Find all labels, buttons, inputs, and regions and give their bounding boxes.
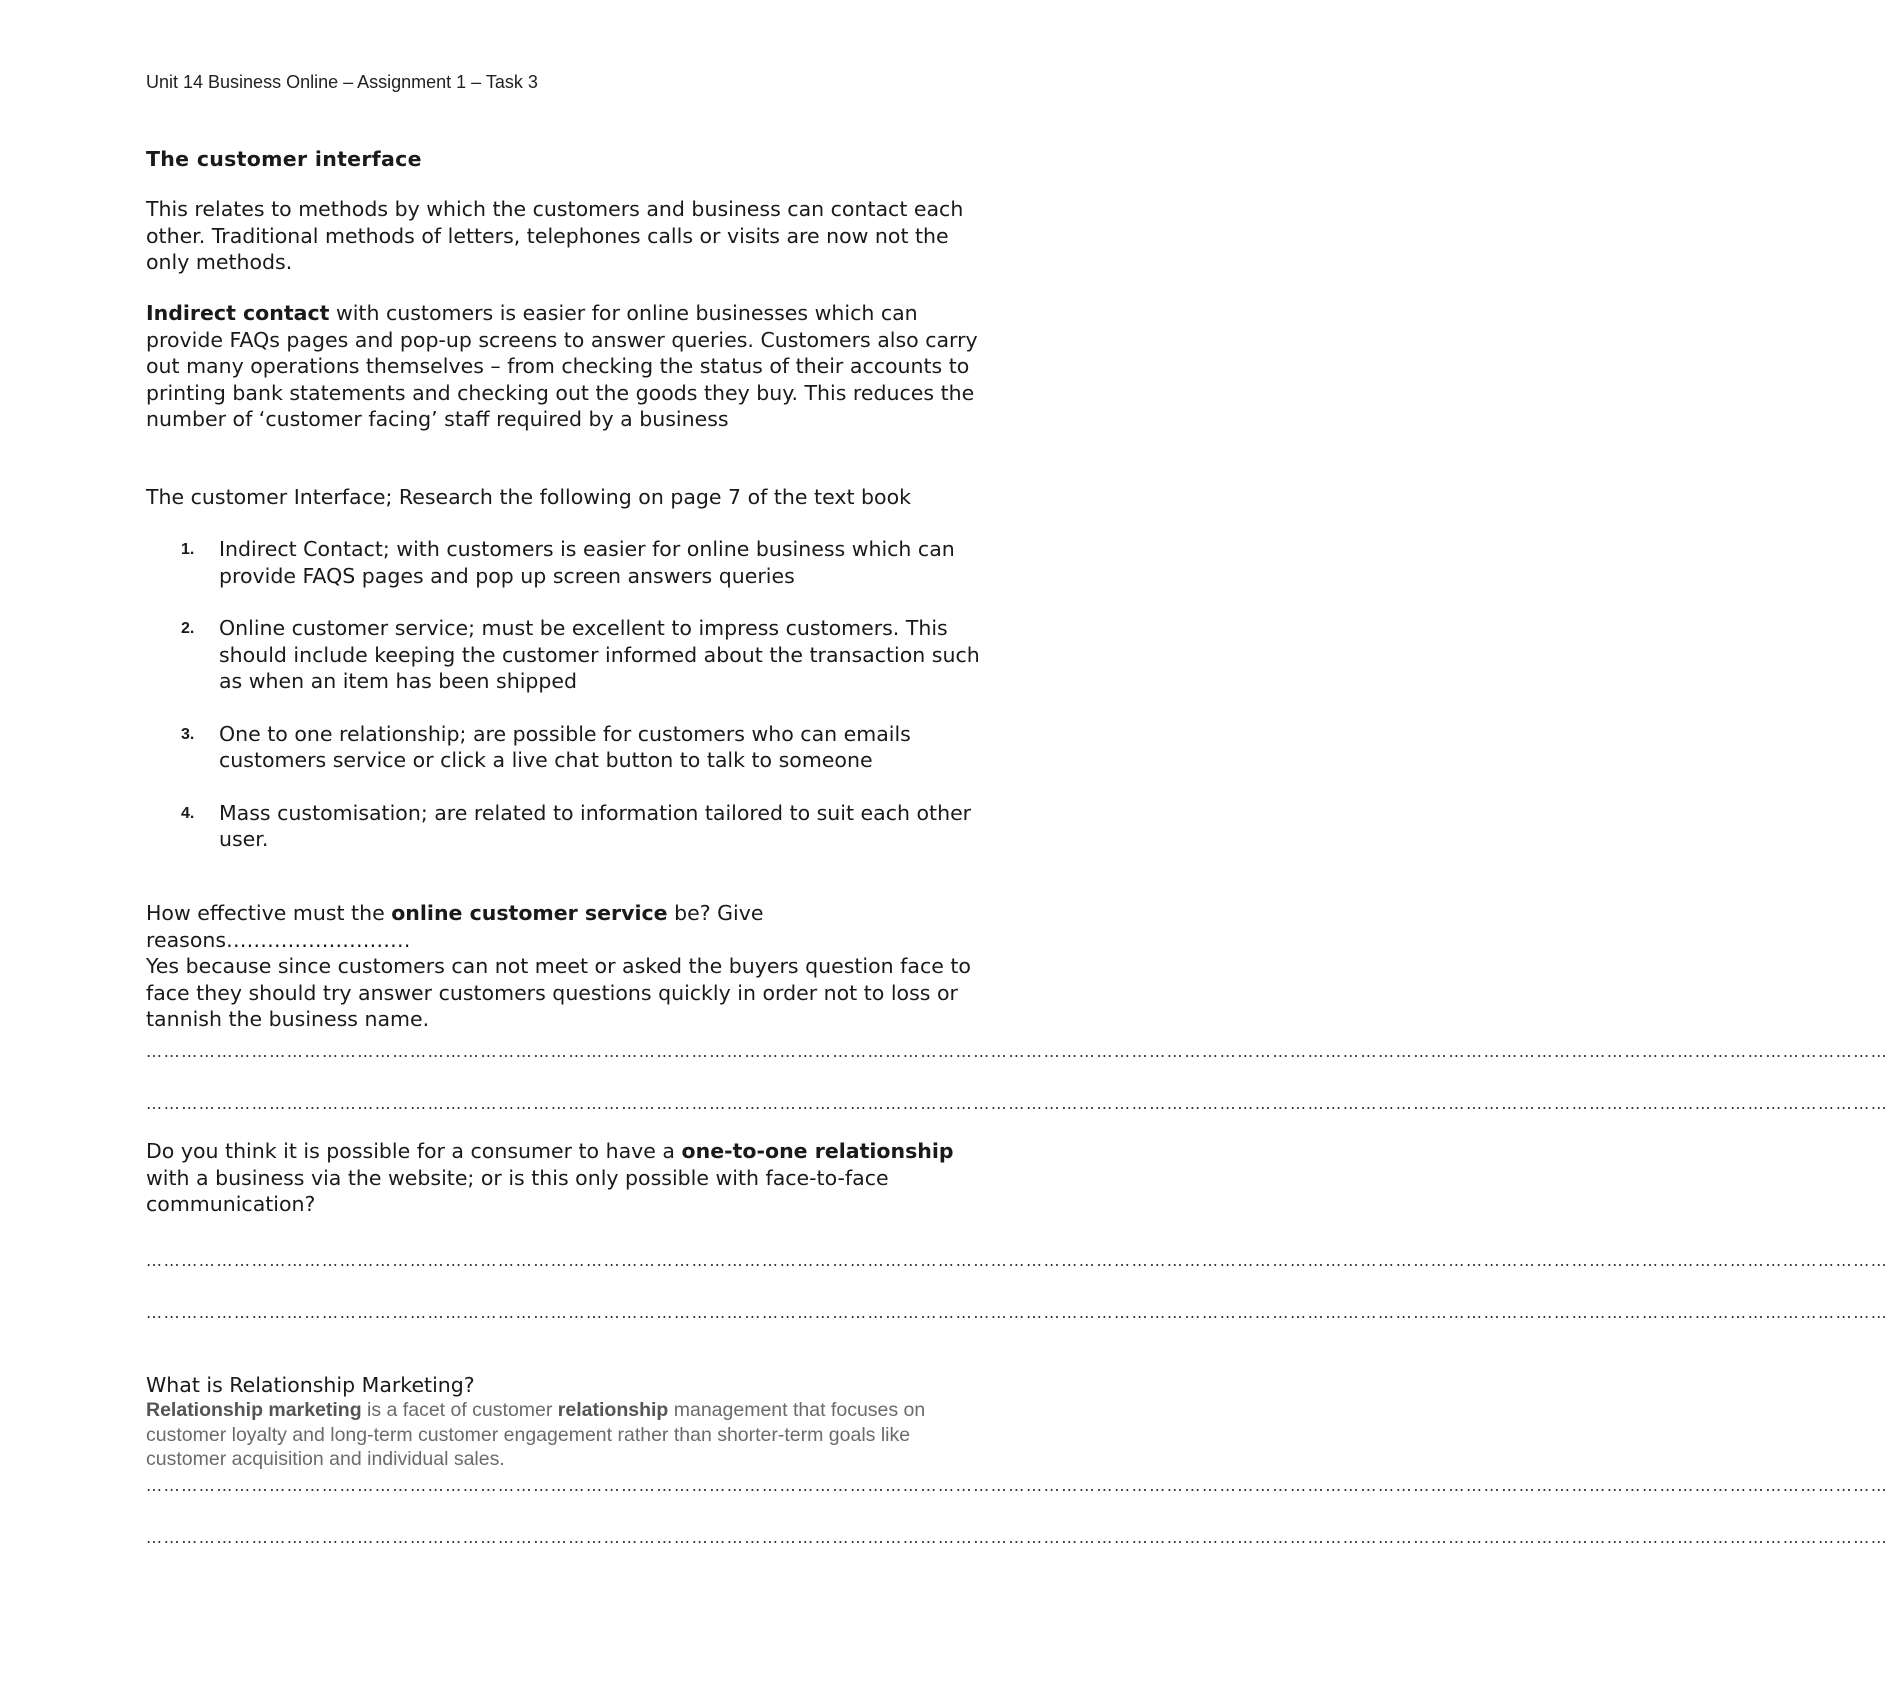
question-text: Do you think it is possible for a consumer to have a	[146, 1139, 682, 1163]
question-line: reasons………………………	[146, 927, 411, 952]
list-item-line: as when an item has been shipped	[219, 669, 578, 693]
list-item-line: One to one relationship; are possible for customers who can emails	[219, 721, 911, 746]
indirect-line: out many operations themselves – from checking the status of their accounts to	[146, 354, 970, 378]
indirect-line: provide FAQs pages and pop-up screens to answer queries. Customers also carry	[146, 327, 978, 352]
intro-line: only methods.	[146, 250, 293, 274]
answer-dotted-line[interactable]: ………………………………………………………………………………………………………………………………………………………………………………………………………………………………………………………………………	[146, 1094, 1888, 1113]
indirect-line: number of ‘customer facing’ staff required by a business	[146, 407, 729, 431]
question-bold-term: one-to-one relationship	[681, 1139, 954, 1163]
list-number: 2.	[181, 620, 195, 637]
list-number: 4.	[181, 804, 195, 822]
answer-dotted-line[interactable]: ………………………………………………………………………………………………………………………………………………………………………………………………………………………………………………………………………	[146, 1303, 1888, 1322]
question-relationship-marketing: What is Relationship Marketing?	[146, 1373, 475, 1397]
research-list	[146, 536, 1076, 853]
list-item-line: Online customer service; must be excellent to impress customers. This	[219, 616, 948, 640]
answer-line: Yes because since customers can not meet or asked the buyers question face to	[146, 954, 971, 978]
section-title: The customer interface	[146, 147, 422, 171]
answer-dotted-line[interactable]: ………………………………………………………………………………………………………………………………………………………………………………………………………………………………………………………………………	[146, 1042, 1888, 1061]
answer-line: customer loyalty and long-term customer engagement rather than shorter-term goals like	[146, 1423, 911, 1446]
answer-dotted-line[interactable]: ………………………………………………………………………………………………………………………………………………………………………………………………………………………………………………………………………	[146, 1528, 1888, 1547]
question-bold-term: online customer service	[391, 901, 668, 925]
list-item	[146, 615, 1076, 695]
indirect-line: printing bank statements and checking out the goods they buy. This reduces the	[146, 380, 975, 405]
intro-paragraph	[146, 196, 1076, 276]
research-prompt: The customer Interface; Research the following on page 7 of the text book	[146, 485, 911, 509]
question-line: communication?	[146, 1192, 316, 1216]
answer-dotted-line[interactable]: ………………………………………………………………………………………………………………………………………………………………………………………………………………………………………………………………………	[146, 1251, 1888, 1270]
relationship-marketing-answer	[146, 1398, 1076, 1472]
indirect-first-line	[146, 300, 1076, 327]
question-text: be? Give	[667, 901, 764, 925]
answer-bold-term: relationship	[557, 1399, 669, 1421]
list-item-line: user.	[219, 827, 269, 851]
page-header: Unit 14 Business Online – Assignment 1 – Task 3	[146, 72, 538, 92]
indirect-contact-paragraph	[146, 300, 1076, 433]
question-one-to-one	[146, 1138, 1076, 1218]
answer-text: is a facet of customer	[361, 1399, 558, 1421]
answer-line: tannish the business name.	[146, 1007, 430, 1031]
answer-line: face they should try answer customers questions quickly in order not to loss or	[146, 980, 958, 1005]
list-number: 3.	[181, 725, 195, 743]
question-line: with a business via the website; or is this only possible with face-to-face	[146, 1165, 889, 1190]
indirect-line-rest: with customers is easier for online businesses which can	[329, 301, 918, 325]
answer-text: management that focuses on	[668, 1399, 926, 1421]
answer-dotted-line[interactable]: ………………………………………………………………………………………………………………………………………………………………………………………………………………………………………………………………………	[146, 1476, 1888, 1495]
list-number: 1.	[181, 541, 195, 558]
question-online-service	[146, 900, 1076, 1033]
list-item	[146, 536, 1076, 589]
list-item-line: Mass customisation; are related to information tailored to suit each other	[219, 800, 972, 825]
list-item	[146, 721, 1076, 774]
intro-line: other. Traditional methods of letters, telephones calls or visits are now not the	[146, 223, 949, 248]
answer-bold-term: Relationship marketing	[146, 1399, 362, 1421]
indirect-contact-term: Indirect contact	[146, 301, 330, 325]
list-item-line: Indirect Contact; with customers is easier for online business which can	[219, 537, 955, 561]
question-line	[146, 900, 1076, 927]
list-item-line: customers service or click a live chat button to talk to someone	[219, 748, 873, 772]
answer-line: customer acquisition and individual sales.	[146, 1448, 505, 1470]
list-item-line: should include keeping the customer informed about the transaction such	[219, 642, 980, 667]
list-item	[146, 800, 1076, 853]
answer-line	[146, 1398, 1076, 1423]
list-item-line: provide FAQS pages and pop up screen answers queries	[219, 563, 795, 588]
question-text: How effective must the	[146, 901, 392, 925]
question-line	[146, 1138, 1076, 1165]
intro-line: This relates to methods by which the customers and business can contact each	[146, 197, 964, 221]
